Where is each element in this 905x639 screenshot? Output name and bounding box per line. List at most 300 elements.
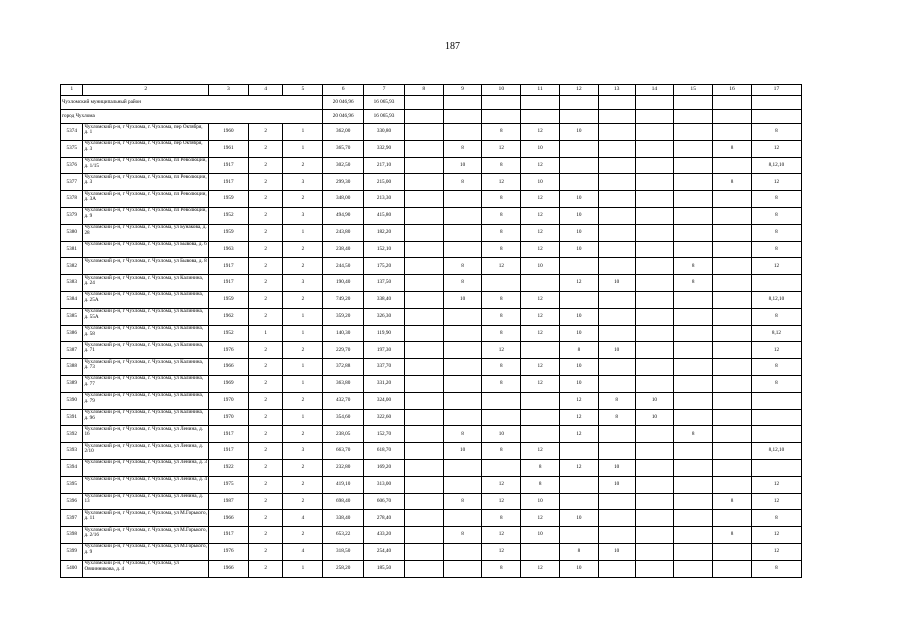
row-value-c11: 10 — [521, 174, 560, 191]
row-address: Чухломский р-н, г Чухлома, г. Чухлома, ул Ленина, д. 2/10 — [83, 443, 209, 460]
row-value-c11 — [521, 426, 560, 443]
empty-cell — [751, 96, 801, 110]
empty-cell — [713, 96, 752, 110]
row-value-c8 — [404, 459, 443, 476]
row-value-c8 — [404, 493, 443, 510]
row-value-c11: 12 — [521, 224, 560, 241]
row-value-c8 — [404, 308, 443, 325]
row-value-c14 — [635, 241, 674, 258]
empty-cell — [598, 110, 635, 124]
row-value-c15 — [674, 191, 713, 208]
row-value-c13: 8 — [598, 392, 635, 409]
row-value-c16 — [713, 510, 752, 527]
row-value-c9 — [443, 375, 482, 392]
row-value-c14 — [635, 224, 674, 241]
row-value-c8 — [404, 359, 443, 376]
row-value-c10: 12 — [482, 527, 521, 544]
table-row — [61, 174, 802, 191]
row-value-c7: 331,20 — [364, 375, 405, 392]
row-value-c14 — [635, 275, 674, 292]
row-value-c12: 12 — [560, 409, 599, 426]
row-value-c16 — [713, 342, 752, 359]
row-value-c16 — [713, 207, 752, 224]
row-value-c15 — [674, 493, 713, 510]
row-value-c13 — [598, 224, 635, 241]
row-value-c12 — [560, 258, 599, 275]
row-value-c12: 10 — [560, 224, 599, 241]
row-number: 5389 — [61, 375, 83, 392]
row-value-c16: 8 — [713, 140, 752, 157]
row-value-c16 — [713, 325, 752, 342]
row-value-c17: 8,12,10 — [751, 291, 801, 308]
row-value-c11: 12 — [521, 308, 560, 325]
row-address: Чухломский р-н, г Чухлома, г. Чухлома, ул Калинина, д. 71 — [83, 342, 209, 359]
row-value-c10: 8 — [482, 560, 521, 577]
row-value-c13: 10 — [598, 459, 635, 476]
row-value-c11: 12 — [521, 325, 560, 342]
row-value-c13 — [598, 241, 635, 258]
column-number-cell: 15 — [674, 85, 713, 96]
row-value-c15 — [674, 207, 713, 224]
row-value-c17: 8,12,10 — [751, 443, 801, 460]
row-value-c14 — [635, 291, 674, 308]
row-value-c16 — [713, 476, 752, 493]
row-value-c5: 1 — [283, 140, 323, 157]
column-number-cell: 17 — [751, 85, 801, 96]
row-value-c14 — [635, 527, 674, 544]
row-value-c6: 432,70 — [323, 392, 364, 409]
row-value-c15 — [674, 392, 713, 409]
table-row — [61, 207, 802, 224]
row-value-c16 — [713, 191, 752, 208]
row-value-c4: 2 — [248, 174, 283, 191]
empty-cell — [560, 96, 599, 110]
row-value-c13 — [598, 157, 635, 174]
row-number: 5390 — [61, 392, 83, 409]
row-value-c8 — [404, 241, 443, 258]
row-value-c14 — [635, 560, 674, 577]
row-value-c4: 2 — [248, 443, 283, 460]
column-number-cell: 16 — [713, 85, 752, 96]
row-number: 5377 — [61, 174, 83, 191]
row-value-c10 — [482, 459, 521, 476]
row-address: Чухломский р-н, г Чухлома, г. Чухлома, пл Революции, д. 3 — [83, 174, 209, 191]
row-value-c3: 1963 — [208, 241, 248, 258]
row-value-c12: 10 — [560, 325, 599, 342]
row-value-c5: 1 — [283, 124, 323, 141]
row-value-c17: 8 — [751, 224, 801, 241]
empty-cell — [635, 96, 674, 110]
row-value-c3: 1975 — [208, 476, 248, 493]
row-value-c16 — [713, 224, 752, 241]
row-value-c10: 12 — [482, 140, 521, 157]
row-value-c16 — [713, 426, 752, 443]
row-value-c15 — [674, 543, 713, 560]
row-value-c12 — [560, 443, 599, 460]
row-value-c3: 1970 — [208, 409, 248, 426]
table-row — [61, 291, 802, 308]
row-value-c8 — [404, 124, 443, 141]
table-row — [61, 543, 802, 560]
row-value-c15: 8 — [674, 426, 713, 443]
table-row — [61, 275, 802, 292]
row-number: 5397 — [61, 510, 83, 527]
row-value-c5: 1 — [283, 308, 323, 325]
row-number: 5400 — [61, 560, 83, 577]
row-value-c9: 10 — [443, 443, 482, 460]
row-number: 5386 — [61, 325, 83, 342]
row-value-c11: 12 — [521, 241, 560, 258]
row-value-c13 — [598, 359, 635, 376]
row-value-c15 — [674, 291, 713, 308]
row-value-c11 — [521, 392, 560, 409]
row-value-c7: 330,80 — [364, 124, 405, 141]
row-value-c17: 8 — [751, 207, 801, 224]
row-value-c9: 8 — [443, 275, 482, 292]
row-value-c13 — [598, 426, 635, 443]
row-value-c13: 8 — [598, 409, 635, 426]
row-value-c17: 8 — [751, 510, 801, 527]
row-value-c14 — [635, 191, 674, 208]
row-value-c14 — [635, 140, 674, 157]
row-value-c3: 1917 — [208, 443, 248, 460]
row-value-c4: 2 — [248, 291, 283, 308]
table-row — [61, 510, 802, 527]
row-value-c4: 1 — [248, 325, 283, 342]
row-value-c9: 8 — [443, 527, 482, 544]
row-value-c14 — [635, 476, 674, 493]
column-number-cell: 9 — [443, 85, 482, 96]
row-value-c15: 8 — [674, 275, 713, 292]
row-value-c13 — [598, 443, 635, 460]
row-value-c6: 302,50 — [323, 157, 364, 174]
row-address: Чухломский р-н, г Чухлома, г. Чухлома, пл Революции, д. 9 — [83, 207, 209, 224]
row-number: 5379 — [61, 207, 83, 224]
row-value-c9 — [443, 459, 482, 476]
row-value-c3: 1917 — [208, 258, 248, 275]
row-value-c15 — [674, 325, 713, 342]
row-value-c11: 12 — [521, 375, 560, 392]
row-value-c7: 322,60 — [364, 409, 405, 426]
row-value-c14 — [635, 207, 674, 224]
row-value-c7: 337,70 — [364, 359, 405, 376]
row-value-c9: 8 — [443, 258, 482, 275]
row-value-c11: 12 — [521, 191, 560, 208]
summary-area-total: 20 046,96 — [323, 96, 364, 110]
row-value-c13 — [598, 527, 635, 544]
row-value-c14 — [635, 157, 674, 174]
table-row — [61, 426, 802, 443]
row-number: 5398 — [61, 527, 83, 544]
row-value-c5: 2 — [283, 493, 323, 510]
row-value-c5: 4 — [283, 543, 323, 560]
summary-area-total: 20 046,96 — [323, 110, 364, 124]
row-value-c6: 338,40 — [323, 510, 364, 527]
row-value-c7: 169,20 — [364, 459, 405, 476]
row-value-c7: 415,80 — [364, 207, 405, 224]
row-value-c3: 1917 — [208, 527, 248, 544]
row-value-c6: 238,40 — [323, 241, 364, 258]
row-value-c7: 606,70 — [364, 493, 405, 510]
row-value-c15 — [674, 476, 713, 493]
empty-cell — [482, 110, 521, 124]
row-value-c10: 8 — [482, 124, 521, 141]
column-number-cell: 8 — [404, 85, 443, 96]
column-number-cell: 10 — [482, 85, 521, 96]
row-number: 5376 — [61, 157, 83, 174]
row-value-c5: 1 — [283, 409, 323, 426]
row-value-c9 — [443, 124, 482, 141]
row-address: Чухломский р-н, г Чухлома, г. Чухлома, ул Овчинникова, д. 4 — [83, 560, 209, 577]
row-address: Чухломский р-н, г Чухлома, г. Чухлома, ул Бывова, д. 6 — [83, 241, 209, 258]
row-value-c12 — [560, 476, 599, 493]
row-value-c4: 2 — [248, 527, 283, 544]
row-value-c8 — [404, 443, 443, 460]
row-value-c6: 299,30 — [323, 174, 364, 191]
row-value-c8 — [404, 510, 443, 527]
empty-cell — [598, 96, 635, 110]
row-value-c11 — [521, 543, 560, 560]
row-value-c6: 190,40 — [323, 275, 364, 292]
row-value-c5: 1 — [283, 375, 323, 392]
row-value-c12: 10 — [560, 510, 599, 527]
row-address: Чухломский р-н, г Чухлома, г. Чухлома, ул Ленина, д. 16 — [83, 426, 209, 443]
row-number: 5380 — [61, 224, 83, 241]
row-value-c11: 10 — [521, 140, 560, 157]
row-value-c6: 363,80 — [323, 375, 364, 392]
row-value-c17 — [751, 275, 801, 292]
row-value-c3: 1962 — [208, 308, 248, 325]
row-value-c7: 332,90 — [364, 140, 405, 157]
row-value-c5: 2 — [283, 392, 323, 409]
row-value-c14 — [635, 493, 674, 510]
row-value-c5: 2 — [283, 476, 323, 493]
row-value-c9 — [443, 207, 482, 224]
row-value-c16 — [713, 560, 752, 577]
row-value-c8 — [404, 527, 443, 544]
row-value-c9 — [443, 308, 482, 325]
row-value-c17 — [751, 409, 801, 426]
row-address: Чухломский р-н, г Чухлома, г. Чухлома, пер Октября, д. 3 — [83, 140, 209, 157]
row-value-c14 — [635, 375, 674, 392]
row-value-c11: 8 — [521, 476, 560, 493]
row-value-c9: 10 — [443, 291, 482, 308]
row-value-c14: 10 — [635, 409, 674, 426]
row-address: Чухломский р-н, г Чухлома, г. Чухлома, ул Ленина, д. 13 — [83, 493, 209, 510]
table-row — [61, 459, 802, 476]
row-number: 5387 — [61, 342, 83, 359]
row-value-c15 — [674, 124, 713, 141]
row-value-c14 — [635, 426, 674, 443]
empty-cell — [404, 110, 443, 124]
row-value-c6: 354,60 — [323, 409, 364, 426]
row-value-c9: 8 — [443, 426, 482, 443]
table-row — [61, 409, 802, 426]
row-value-c7: 338,40 — [364, 291, 405, 308]
row-value-c4: 2 — [248, 392, 283, 409]
row-number: 5391 — [61, 409, 83, 426]
row-value-c9: 8 — [443, 174, 482, 191]
row-value-c15 — [674, 527, 713, 544]
table-row — [61, 308, 802, 325]
row-value-c15 — [674, 510, 713, 527]
row-value-c7: 324,00 — [364, 392, 405, 409]
row-address: Чухломский р-н, г Чухлома, г. Чухлома, ул Бывова, д. 8 — [83, 258, 209, 275]
row-value-c3: 1970 — [208, 392, 248, 409]
row-value-c16 — [713, 308, 752, 325]
column-number-cell: 13 — [598, 85, 635, 96]
row-value-c17: 8 — [751, 560, 801, 577]
row-value-c7: 433,20 — [364, 527, 405, 544]
row-value-c5: 2 — [283, 157, 323, 174]
row-value-c6: 243,80 — [323, 224, 364, 241]
table-row — [61, 157, 802, 174]
table-row — [61, 325, 802, 342]
row-value-c12 — [560, 493, 599, 510]
empty-cell — [635, 110, 674, 124]
row-value-c11: 10 — [521, 258, 560, 275]
row-value-c12: 10 — [560, 241, 599, 258]
row-value-c17: 12 — [751, 493, 801, 510]
row-value-c12: 12 — [560, 459, 599, 476]
row-value-c3: 1969 — [208, 375, 248, 392]
row-value-c4: 2 — [248, 510, 283, 527]
row-value-c15 — [674, 375, 713, 392]
row-value-c5: 2 — [283, 426, 323, 443]
row-value-c10: 12 — [482, 476, 521, 493]
row-value-c12: 10 — [560, 560, 599, 577]
row-value-c8 — [404, 392, 443, 409]
column-number-cell: 11 — [521, 85, 560, 96]
row-value-c13: 10 — [598, 342, 635, 359]
row-value-c16: 8 — [713, 527, 752, 544]
row-value-c17: 12 — [751, 174, 801, 191]
row-value-c11: 12 — [521, 207, 560, 224]
table-row — [61, 493, 802, 510]
row-value-c4: 2 — [248, 224, 283, 241]
row-value-c7: 215,00 — [364, 174, 405, 191]
row-value-c15 — [674, 241, 713, 258]
row-value-c14 — [635, 308, 674, 325]
table-row — [61, 124, 802, 141]
row-value-c16 — [713, 258, 752, 275]
row-value-c12: 10 — [560, 308, 599, 325]
row-value-c13 — [598, 308, 635, 325]
column-number-cell: 6 — [323, 85, 364, 96]
row-value-c10 — [482, 275, 521, 292]
row-value-c9 — [443, 476, 482, 493]
row-address: Чухломский р-н, г Чухлома, г. Чухлома, ул Калинина, д. 25А — [83, 291, 209, 308]
row-value-c5: 2 — [283, 342, 323, 359]
table-row — [61, 375, 802, 392]
row-address: Чухломский р-н, г Чухлома, г. Чухлома, ул Ленина, д. 3 — [83, 459, 209, 476]
row-number: 5392 — [61, 426, 83, 443]
row-value-c16 — [713, 241, 752, 258]
housing-register-table — [60, 84, 802, 578]
row-value-c10: 12 — [482, 342, 521, 359]
row-value-c8 — [404, 560, 443, 577]
table-row — [61, 140, 802, 157]
row-value-c13 — [598, 493, 635, 510]
row-value-c6: 232,80 — [323, 459, 364, 476]
row-value-c8 — [404, 140, 443, 157]
row-value-c3: 1976 — [208, 543, 248, 560]
row-value-c11: 12 — [521, 157, 560, 174]
row-value-c5: 1 — [283, 325, 323, 342]
row-value-c15 — [674, 409, 713, 426]
row-value-c8 — [404, 224, 443, 241]
row-value-c9: 10 — [443, 157, 482, 174]
table-row — [61, 359, 802, 376]
row-value-c10: 8 — [482, 443, 521, 460]
row-value-c8 — [404, 157, 443, 174]
row-address: Чухломский р-н, г Чухлома, г. Чухлома, пл Революции, д. 1/15 — [83, 157, 209, 174]
empty-cell — [674, 110, 713, 124]
row-value-c9 — [443, 241, 482, 258]
row-value-c16 — [713, 443, 752, 460]
row-value-c13 — [598, 174, 635, 191]
row-value-c10: 12 — [482, 174, 521, 191]
row-value-c5: 2 — [283, 191, 323, 208]
row-value-c4: 2 — [248, 426, 283, 443]
row-value-c16 — [713, 291, 752, 308]
row-value-c5: 2 — [283, 241, 323, 258]
row-address: Чухломский р-н, г Чухлома, г. Чухлома, ул Калинина, д. 24 — [83, 275, 209, 292]
row-value-c11: 12 — [521, 124, 560, 141]
row-value-c11 — [521, 275, 560, 292]
row-value-c17: 8 — [751, 359, 801, 376]
row-value-c17 — [751, 459, 801, 476]
row-value-c3: 1959 — [208, 224, 248, 241]
row-value-c10: 8 — [482, 325, 521, 342]
row-value-c9 — [443, 325, 482, 342]
row-value-c15 — [674, 140, 713, 157]
row-value-c6: 372,88 — [323, 359, 364, 376]
row-value-c3: 1952 — [208, 207, 248, 224]
row-value-c3: 1976 — [208, 342, 248, 359]
row-value-c4: 2 — [248, 258, 283, 275]
row-value-c5: 3 — [283, 207, 323, 224]
row-value-c10: 8 — [482, 375, 521, 392]
row-value-c3: 1917 — [208, 157, 248, 174]
row-value-c16: 8 — [713, 174, 752, 191]
row-value-c10: 10 — [482, 426, 521, 443]
row-value-c9: 8 — [443, 493, 482, 510]
row-value-c17: 12 — [751, 342, 801, 359]
row-value-c10: 8 — [482, 241, 521, 258]
row-value-c5: 3 — [283, 174, 323, 191]
row-value-c6: 419,10 — [323, 476, 364, 493]
row-value-c11 — [521, 409, 560, 426]
row-value-c17 — [751, 426, 801, 443]
row-value-c4: 2 — [248, 191, 283, 208]
row-value-c12: 12 — [560, 392, 599, 409]
row-value-c11: 12 — [521, 443, 560, 460]
summary-area-living: 16 065,93 — [364, 96, 405, 110]
row-value-c16 — [713, 392, 752, 409]
row-value-c6: 244,50 — [323, 258, 364, 275]
row-value-c10: 8 — [482, 207, 521, 224]
row-value-c11: 10 — [521, 493, 560, 510]
row-value-c15 — [674, 459, 713, 476]
empty-cell — [404, 96, 443, 110]
row-value-c6: 258,20 — [323, 560, 364, 577]
row-value-c15 — [674, 174, 713, 191]
empty-cell — [713, 110, 752, 124]
row-value-c8 — [404, 409, 443, 426]
row-value-c16: 8 — [713, 493, 752, 510]
table-row — [61, 476, 802, 493]
